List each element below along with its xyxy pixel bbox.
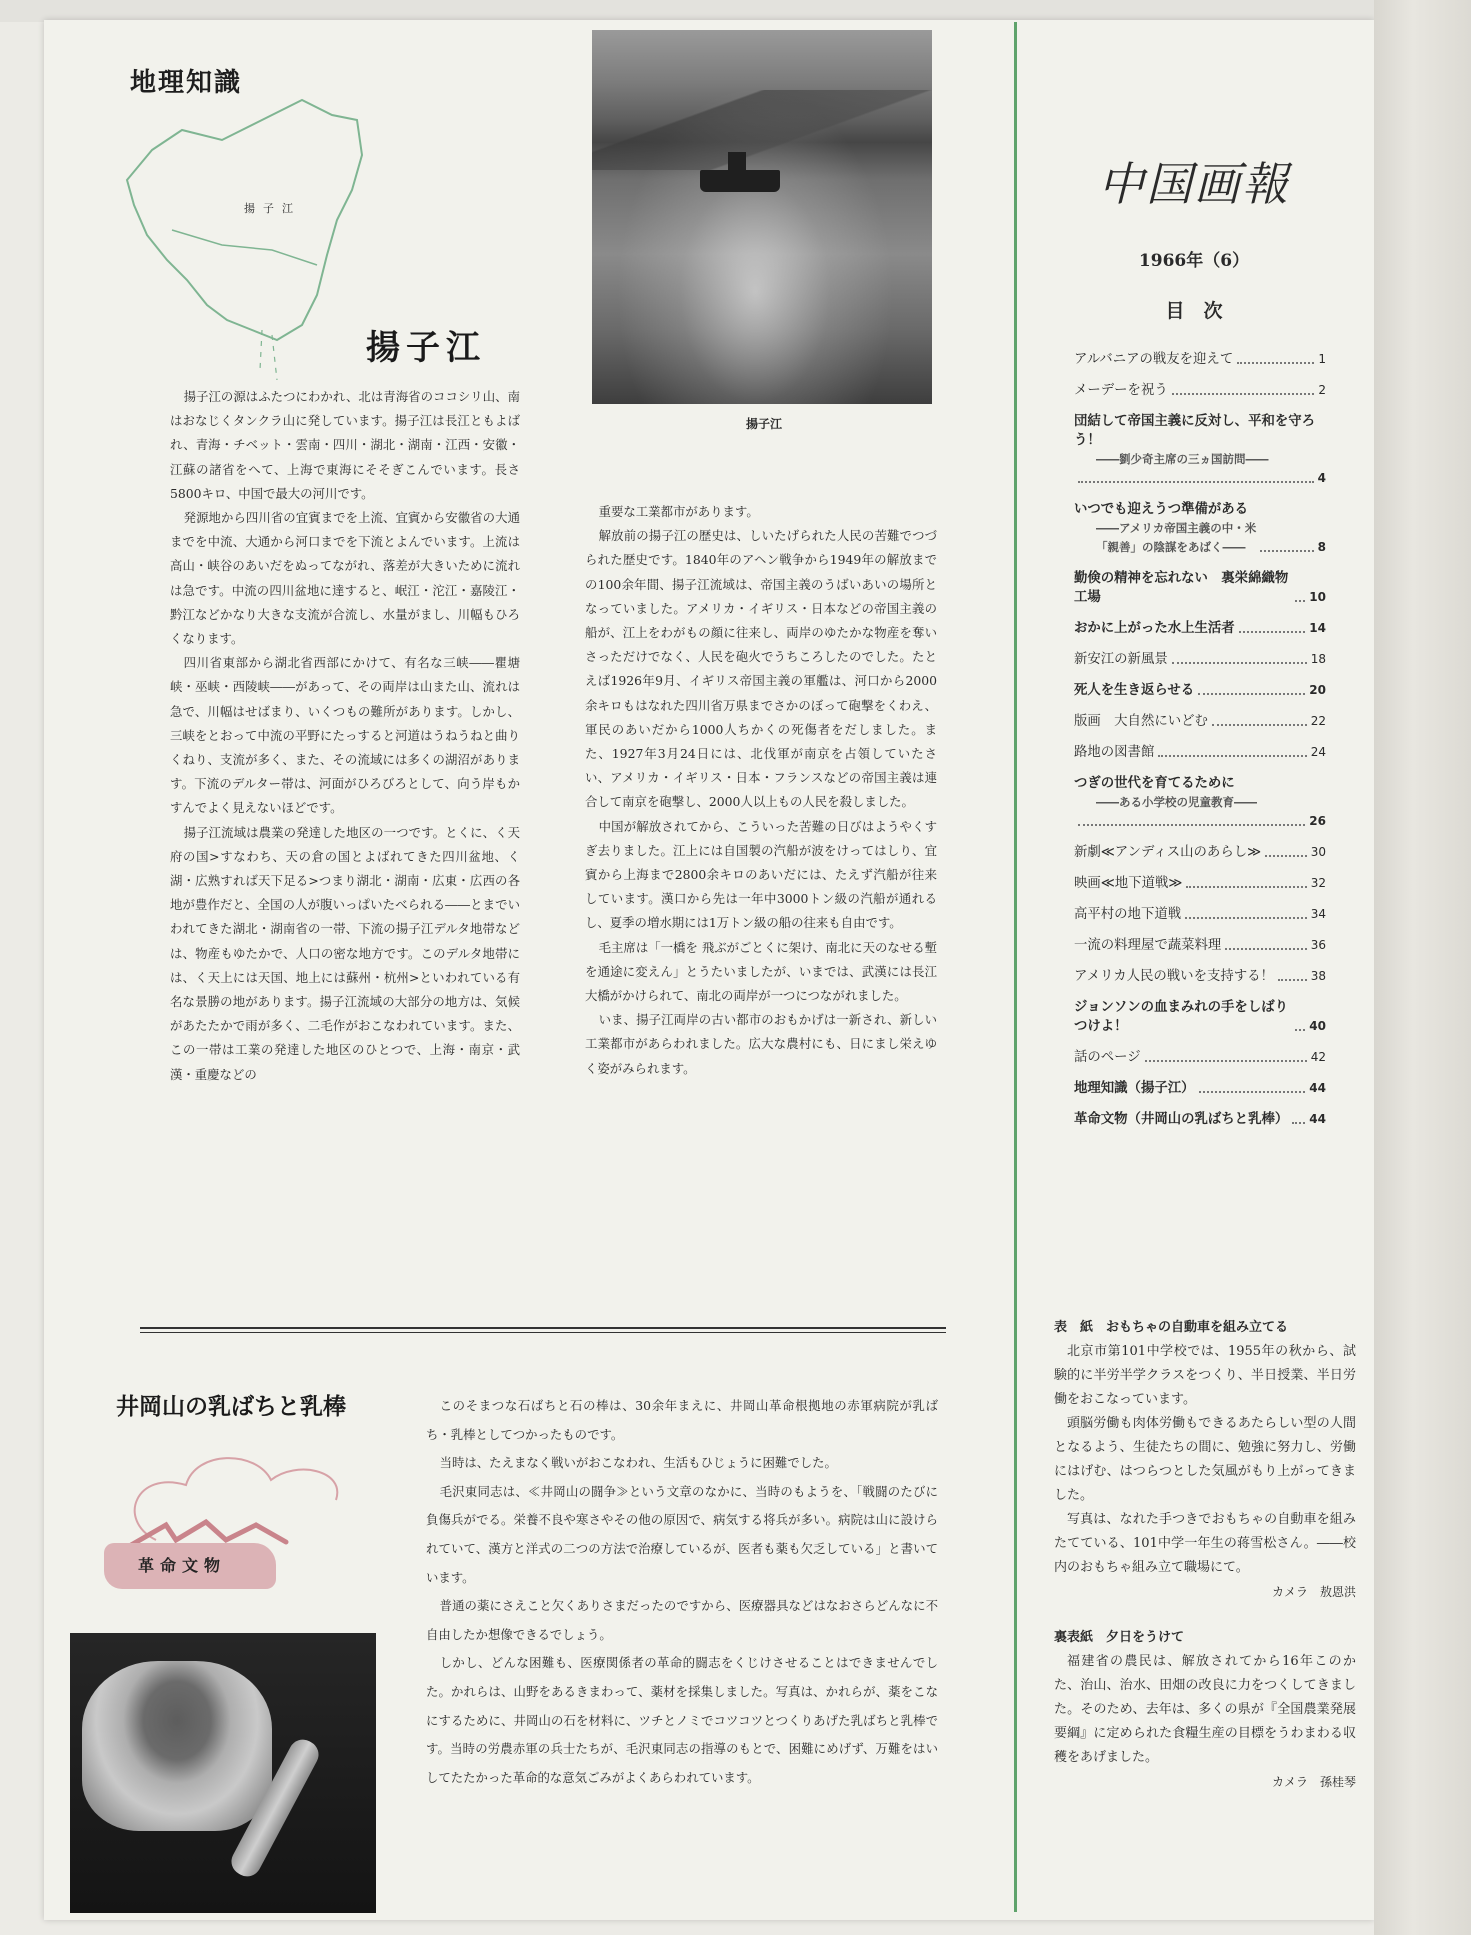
issue-number: 1966年（6） [1138, 251, 1250, 271]
geo-col1-para: 揚子江の源はふたつにわかれ、北は青海省のココシリ山、南はおなじくタンクラ山に発しています。揚子江は長江ともよばれ、青海・チベット・雲南・四川・湖北・湖南・江西・安徽・江蘇の諸省をへて、上海で東海にそそぎこんでいます。長さ5800キロ、中国で最大の河川です。 [170, 389, 520, 501]
table-of-contents [1074, 350, 1326, 1141]
toc-item[interactable]: メーデーを祝う 2 [1074, 383, 1326, 398]
toc-item[interactable]: 路地の図書館 24 [1074, 745, 1326, 760]
background-strip [0, 0, 1471, 22]
yangtze-photo [592, 30, 932, 404]
toc-item[interactable]: 地理知識（揚子江） 44 [1074, 1081, 1326, 1096]
ship-silhouette [700, 170, 780, 192]
mortar-image [82, 1661, 272, 1831]
relic-para: 当時は、たえまなく戦いがおこなわれ、生活もひじょうに困難でした。 [439, 1455, 837, 1471]
toc-item[interactable]: ジョンソンの血まみれの手をしばりつけよ！ 40 [1074, 1000, 1326, 1034]
toc-item[interactable]: 版画 大自然にいどむ 22 [1074, 714, 1326, 729]
toc-item[interactable]: 一流の料理屋で蔬菜料理 36 [1074, 938, 1326, 953]
cover-camera-credit: カメラ 敖恩洪 [1271, 1585, 1356, 1599]
toc-item[interactable]: 新劇≪アンディス山のあらし≫ 30 [1074, 845, 1326, 860]
back-cover-camera-credit: カメラ 孫桂琴 [1271, 1775, 1356, 1789]
section-divider [140, 1332, 946, 1333]
map-label: 揚子江 [244, 202, 301, 215]
toc-item[interactable]: つぎの世代を育てるために ――ある小学校の児童教育―― 26 [1074, 776, 1326, 828]
toc-item[interactable]: アメリカ人民の戦いを支持する！ 38 [1074, 969, 1326, 984]
cover-description [1054, 1316, 1356, 1794]
toc-heading: 目 次 [1165, 300, 1223, 322]
china-map-icon [112, 80, 382, 380]
geo-col1-para: 発源地から四川省の宜賓までを上流、宜賓から安徽省の大通までを中流、大通から河口までを下流とよんでいます。上流は高山・峡谷のあいだをぬってながれ、落差が大きいために流れは急です。中流の四川盆地に達すると、岷江・沱江・嘉陵江・黔江などかなり大きな支流が合流し、水量がまし、川幅もひろくなります。 [170, 510, 520, 647]
cover-para: 写真は、なれた手つきでおもちゃの自動車を組みたてている、101中学一年生の蒋雪松さん。――校内のおもちゃ組み立て職場にて。 [1054, 1512, 1356, 1575]
mountain-silhouette [592, 90, 932, 170]
cover-heading: 表 紙 おもちゃの自動車を組み立てる [1054, 1320, 1289, 1335]
masthead: 中国画報 [1098, 157, 1290, 211]
cover-para: 北京市第101中学校では、1955年の秋から、試験的に半労半学クラスをつくり、半日授業、半日労働をおこなっています。 [1054, 1344, 1356, 1407]
toc-item[interactable]: 新安江の新風景 18 [1074, 652, 1326, 667]
relic-title: 井岡山の乳ばちと乳棒 [116, 1394, 346, 1420]
geo-column-2 [585, 500, 937, 1081]
mortar-pestle-photo [70, 1633, 376, 1913]
toc-item[interactable]: 団結して帝国主義に反対し、平和を守ろう！ ――劉少奇主席の三ヵ国訪問―― 4 [1074, 414, 1326, 485]
relic-para: 毛沢東同志は、≪井岡山の闘争≫という文章のなかに、当時のもようを、「戦闘のたびに負傷兵がでる。栄養不良や寒さやその他の原因で、病気する将兵が多い。病院は山に設けられていて、漢方と洋式の二つの方法で治療しているが、医者も薬も欠乏している」と書いています。 [426, 1483, 938, 1585]
geo-title: 揚子江 [366, 328, 486, 368]
next-page-edge [1374, 0, 1471, 1935]
geo-col2-para: 重要な工業都市があります。 [598, 504, 759, 519]
column-separator [1014, 22, 1017, 1912]
relic-badge [104, 1543, 276, 1589]
toc-item[interactable]: アルバニアの戦友を迎えて 1 [1074, 352, 1326, 367]
geo-col2-para: 解放前の揚子江の歴史は、しいたげられた人民の苦難でつづられた歴史です。1840年のアヘン戦争から1949年の解放までの100余年間、揚子江流域は、帝国主義のうばいあいの場所となっていました。アメリカ・イギリス・日本などの帝国主義の船が、江上をわがもの顔に往来し、両岸のゆたかな物産を奪いさっただけでなく、人民を砲火でうちころしたのでした。たとえば1926年9月、イギリス帝国主義の軍艦は、河口から2000余キロもはなれた四川省万県までさかのぼって砲撃をくわえ、軍民のあいだから1000人ちかくの死傷者をだしました。また、1927年3月24日には、北伐軍が南京を占領していたさい、アメリカ・イギリス・日本・フランスなどの帝国主義は連合して南京を砲撃し、2000人以上もの人民を殺しました。 [585, 528, 937, 810]
back-cover-heading: 裏表紙 夕日をうけて [1054, 1630, 1185, 1645]
geo-col2-para: 毛主席は「一橋を 飛ぶがごとくに架け、南北に天のなせる塹を通途に変えん」とうたいましたが、いまでは、武漢には長江大橋がかけられて、南北の両岸が一つにつながれました。 [585, 939, 937, 1004]
toc-item[interactable]: 革命文物（井岡山の乳ばちと乳棒） 44 [1074, 1112, 1326, 1127]
relic-para: 普通の薬にさえこと欠くありさまだったのですから、医療器具などはなおさらどんなに不自由したか想像できるでしょう。 [426, 1598, 938, 1642]
relic-para: しかし、どんな困難も、医療関係者の革命的闘志をくじけさせることはできませんでした。かれらは、山野をあるきまわって、薬材を採集しました。写真は、かれらが、薬をこなにするために、井岡山の石を材料に、ツチとノミでコツコツとつくりあげた乳ばちと乳棒です。当時の労農赤軍の兵士たちが、毛沢東同志の指導のもとで、困難にめげず、万難をはいしてたたかった革命的な意気ごみがよくあらわれています。 [426, 1655, 938, 1785]
toc-item[interactable]: 死人を生き返らせる 20 [1074, 683, 1326, 698]
back-cover-para: 福建省の農民は、解放されてから16年このかた、治山、治水、田畑の改良に力をつくしてきました。そのため、去年は、多くの県が『全国農業発展要綱』に定められた食糧生産の目標をうわまわる収穫をあげました。 [1054, 1654, 1356, 1765]
toc-item[interactable]: おかに上がった水上生活者 14 [1074, 621, 1326, 636]
toc-item[interactable]: 高平村の地下道戦 34 [1074, 907, 1326, 922]
geo-column-1 [170, 385, 520, 1087]
section-divider [140, 1327, 946, 1329]
toc-item[interactable]: 映画≪地下道戦≫ 32 [1074, 876, 1326, 891]
relic-badge-label: 革命文物 [138, 1556, 227, 1575]
geo-col1-para: 揚子江流域は農業の発達した地区の一つです。とくに、く天府の国>すなわち、天の倉の国とよばれてきた四川盆地、く湖・広熟すれば天下足る>つまり湖北・湖南・広東・広西の各地が豊作だと、全国の人が腹いっぱいたべられる――とまでいわれてきた湖北・湖南省の一帯、下流の揚子江デルタ地帯などは、物産もゆたかで、人口の密な地方です。このデルタ地帯には、く天上には天国、地上には蘇州・杭州>といわれている有名な景勝の地があります。揚子江流域の大部分の地方は、気候があたたかで雨が多く、二毛作がおこなわれています。また、この一帯は工業の発達した地区のひとつで、上海・南京・武漢・重慶などの [170, 824, 520, 1082]
geo-col2-para: いま、揚子江両岸の古い都市のおもかげは一新され、新しい工業都市があらわれました。広大な農村にも、日にまし栄えゆく姿がみられます。 [585, 1012, 937, 1076]
toc-item[interactable]: 話のページ 42 [1074, 1050, 1326, 1065]
photo-caption: 揚子江 [746, 417, 783, 431]
toc-item[interactable]: 勤倹の精神を忘れない 裏栄綿織物工場 10 [1074, 571, 1326, 605]
relic-text [426, 1392, 938, 1792]
geo-col1-para: 四川省東部から湖北省西部にかけて、有名な三峡――瞿塘峡・巫峡・西陵峡――があって、その両岸は山また山、流れは急で、川幅はせばまり、いくつもの難所があります。しかし、三峡をとおって中流の平野にたっすると河道はうねうねと曲りくねり、支流が多く、また、その流域には多くの湖沼があります。下流のデルター帯は、河面がひろびろとして、向う岸もかすんでよく見えないほどです。 [170, 655, 520, 816]
geo-col2-para: 中国が解放されてから、こういった苦難の日びはようやくすぎ去りました。江上には自国製の汽船が波をけってはしり、宜賓から上海まで2800余キロのあいだには、たえず汽船が往来しています。漢口から先は一年中3000トン級の汽船が通れるし、夏季の増水期には1万トン級の船の往来も自由です。 [585, 818, 937, 931]
toc-item[interactable]: いつでも迎えうつ準備がある ――アメリカ帝国主義の中・米「親善」の陰謀をあばく―― 8 [1074, 502, 1326, 554]
geo-section-tag: 地理知識 [130, 68, 243, 98]
relic-para: このそまつな石ばちと石の棒は、30余年まえに、井岡山革命根拠地の赤軍病院が乳ばち・乳棒としてつかったものです。 [426, 1398, 938, 1442]
cover-para: 頭脳労働も肉体労働もできるあたらしい型の人間となるよう、生徒たちの間に、勉強に努力し、労働にはげむ、はつらつとした気風がもり上がってきました。 [1054, 1416, 1356, 1503]
